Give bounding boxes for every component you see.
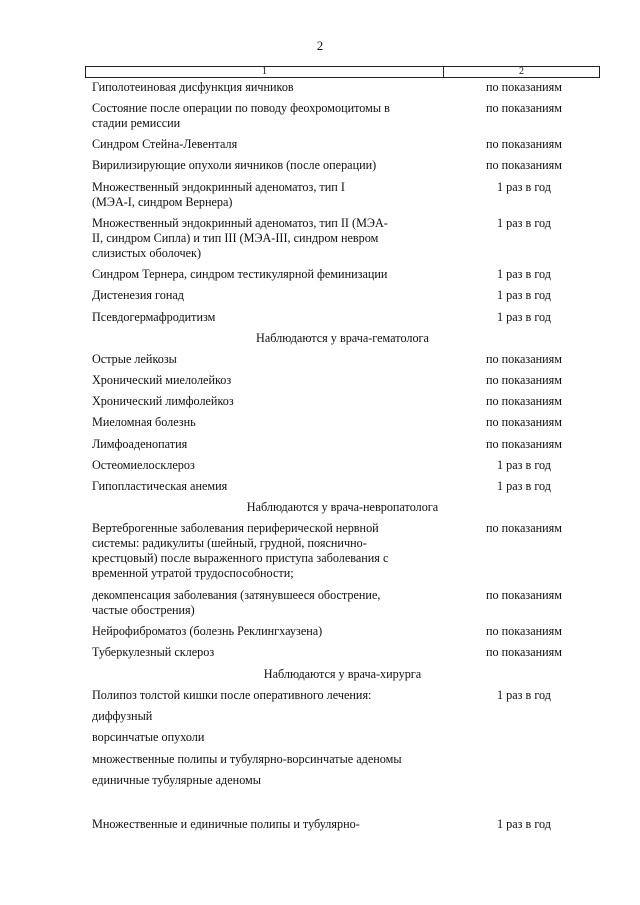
frequency: по показаниям bbox=[485, 588, 562, 602]
condition-name: Миеломная болезнь bbox=[92, 415, 196, 429]
condition-name: Вирилизирующие опухоли яичников (после операции) bbox=[92, 158, 377, 172]
header-col-1: 1 bbox=[86, 67, 444, 77]
condition-name: Гипопластическая анемия bbox=[92, 479, 228, 493]
condition-name: Состояние после операции по поводу феохромоцитомы в стадии ремиссии bbox=[92, 101, 390, 130]
condition-name: Синдром Тернера, синдром тестикулярной феминизации bbox=[92, 267, 388, 281]
frequency: по показаниям bbox=[485, 352, 562, 366]
frequency: по показаниям bbox=[485, 624, 562, 638]
condition-name: Синдром Стейна-Левенталя bbox=[92, 137, 238, 151]
section-heading-neurologist: Наблюдаются у врача-невропатолога bbox=[246, 500, 439, 514]
condition-name: множественные полипы и тубулярно-ворсинчатые аденомы bbox=[92, 752, 402, 766]
condition-name: Множественные и единичные полипы и тубулярно- bbox=[92, 817, 360, 831]
condition-name: Вертеброгенные заболевания периферической нервной системы: радикулиты (шейный, грудной, пояснично-крестцовый) после выраженного приступа заболевания с временной утратой трудоспособности; bbox=[92, 521, 389, 580]
condition-name: Полипоз толстой кишки после оперативного лечения: bbox=[92, 688, 372, 702]
header-col-2: 2 bbox=[519, 66, 524, 77]
frequency: по показаниям bbox=[485, 415, 562, 429]
frequency: по показаниям bbox=[485, 373, 562, 387]
section-heading-surgeon: Наблюдаются у врача-хирурга bbox=[263, 667, 422, 681]
condition-name: Туберкулезный склероз bbox=[92, 645, 215, 659]
condition-name: Множественный эндокринный аденоматоз, тип II (МЭА-II, синдром Сипла) и тип III (МЭА-III, синдром невром слизистых оболочек) bbox=[92, 216, 388, 260]
condition-name: декомпенсация заболевания (затянувшееся обострение, частые обострения) bbox=[92, 588, 381, 617]
frequency: 1 раз в год bbox=[497, 479, 551, 493]
condition-name: Остеомиелосклероз bbox=[92, 458, 195, 472]
condition-name: Лимфоаденопатия bbox=[92, 437, 188, 451]
condition-name: Множественный эндокринный аденоматоз, тип I (МЭА-I, синдром Вернера) bbox=[92, 180, 345, 209]
condition-name: ворсинчатые опухоли bbox=[92, 730, 205, 744]
condition-name: Острые лейкозы bbox=[92, 352, 177, 366]
condition-name: единичные тубулярные аденомы bbox=[92, 773, 261, 787]
frequency: по показаниям bbox=[485, 80, 562, 94]
frequency: 1 раз в год bbox=[497, 688, 551, 702]
frequency: 1 раз в год bbox=[497, 310, 551, 324]
condition-name: Хронический миелолейкоз bbox=[92, 373, 232, 387]
condition-name: диффузный bbox=[92, 709, 153, 723]
frequency: 1 раз в год bbox=[497, 817, 551, 831]
frequency: 1 раз в год bbox=[497, 458, 551, 472]
frequency: по показаниям bbox=[485, 645, 562, 659]
frequency: по показаниям bbox=[485, 521, 562, 535]
frequency: по показаниям bbox=[485, 394, 562, 408]
table-header bbox=[85, 66, 600, 78]
frequency: 1 раз в год bbox=[497, 288, 551, 302]
frequency: по показаниям bbox=[485, 437, 562, 451]
condition-name: Дистенезия гонад bbox=[92, 288, 184, 302]
frequency: 1 раз в год bbox=[497, 216, 551, 230]
condition-name: Хронический лимфолейкоз bbox=[92, 394, 234, 408]
frequency: по показаниям bbox=[485, 158, 562, 172]
frequency: по показаниям bbox=[485, 101, 562, 115]
condition-name: Гиполотеиновая дисфункция яичников bbox=[92, 80, 294, 94]
condition-name: Нейрофиброматоз (болезнь Реклингхаузена) bbox=[92, 624, 323, 638]
frequency: 1 раз в год bbox=[497, 180, 551, 194]
frequency: 1 раз в год bbox=[497, 267, 551, 281]
section-heading-hematologist: Наблюдаются у врача-гематолога bbox=[256, 331, 429, 345]
page-number: 2 bbox=[316, 38, 324, 53]
condition-name: Псевдогермафродитизм bbox=[92, 310, 216, 324]
frequency: по показаниям bbox=[485, 137, 562, 151]
